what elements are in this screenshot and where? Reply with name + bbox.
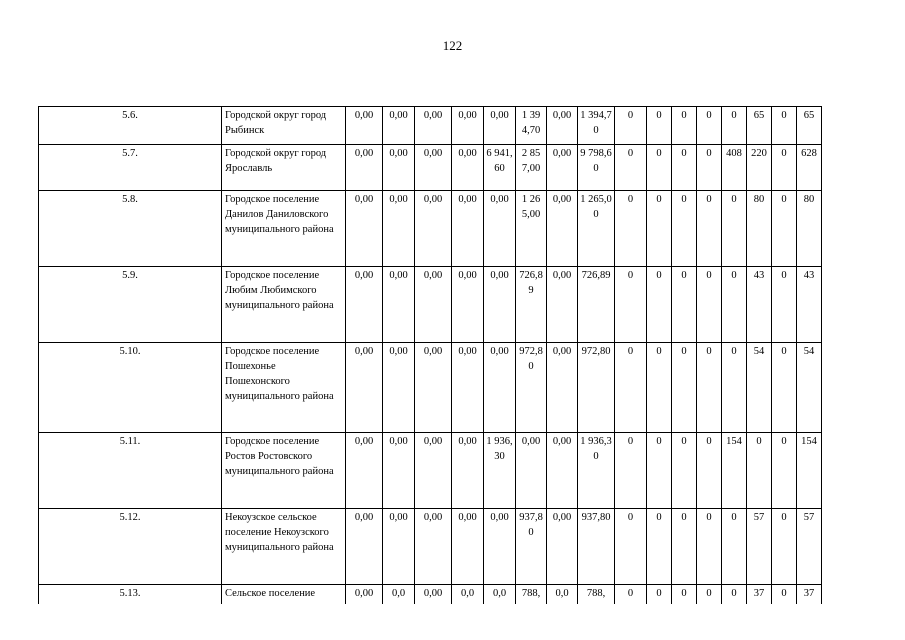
table-cell: 0,00 <box>415 585 452 605</box>
table-cell: 0 <box>615 107 647 145</box>
row-name: Сельское поселение <box>222 585 346 605</box>
table-cell: 0,00 <box>516 433 547 509</box>
table-cell: 788, <box>578 585 615 605</box>
table-cell: 54 <box>747 343 772 433</box>
table-cell: 0,00 <box>547 267 578 343</box>
table-cell: 0 <box>615 343 647 433</box>
table-cell: 6 941,60 <box>484 145 516 191</box>
table-cell: 0 <box>647 585 672 605</box>
table-cell: 9 798,60 <box>578 145 615 191</box>
table-cell: 1 394,70 <box>578 107 615 145</box>
table-cell: 972,80 <box>516 343 547 433</box>
table-body <box>39 107 822 605</box>
table-cell: 0 <box>615 191 647 267</box>
row-name: Городское поселение Ростов Ростовского муниципального района <box>222 433 346 509</box>
row-name: Городской округ город Ярославль <box>222 145 346 191</box>
table-cell: 0,00 <box>415 191 452 267</box>
table-cell: 0 <box>772 145 797 191</box>
table-cell: 0 <box>697 585 722 605</box>
table-cell: 0 <box>772 107 797 145</box>
table-cell: 0,00 <box>484 267 516 343</box>
table-cell: 0 <box>697 107 722 145</box>
table-cell: 0 <box>697 267 722 343</box>
table-row <box>39 433 822 509</box>
table-cell: 0 <box>647 267 672 343</box>
row-code: 5.11. <box>39 433 222 509</box>
table-cell: 0 <box>772 191 797 267</box>
row-code: 5.13. <box>39 585 222 605</box>
table-cell: 0,00 <box>415 509 452 585</box>
table-cell: 0,00 <box>484 509 516 585</box>
table-cell: 0 <box>647 433 672 509</box>
row-code: 5.9. <box>39 267 222 343</box>
table-cell: 0,00 <box>452 433 484 509</box>
table-cell: 0 <box>615 433 647 509</box>
table-cell: 0,0 <box>383 585 415 605</box>
table-cell: 0 <box>697 343 722 433</box>
table-cell: 0 <box>722 509 747 585</box>
table-cell: 0 <box>722 585 747 605</box>
table-row <box>39 145 822 191</box>
table-cell: 1 394,70 <box>516 107 547 145</box>
table-cell: 0 <box>672 107 697 145</box>
table-cell: 0,00 <box>547 191 578 267</box>
row-name: Городской округ город Рыбинск <box>222 107 346 145</box>
table-cell: 154 <box>722 433 747 509</box>
table-cell: 0,00 <box>383 509 415 585</box>
table-cell: 0,00 <box>452 107 484 145</box>
table-row <box>39 267 822 343</box>
table-cell: 0 <box>647 509 672 585</box>
table-cell: 408 <box>722 145 747 191</box>
table-cell: 0 <box>697 509 722 585</box>
table-cell: 57 <box>797 509 822 585</box>
table-cell: 0 <box>647 145 672 191</box>
table-cell: 1 265,00 <box>516 191 547 267</box>
table-cell: 0,00 <box>547 145 578 191</box>
table-cell: 1 936,30 <box>484 433 516 509</box>
table-cell: 0,00 <box>452 267 484 343</box>
table-cell: 0 <box>697 433 722 509</box>
table-cell: 0 <box>672 267 697 343</box>
row-code: 5.7. <box>39 145 222 191</box>
table-row <box>39 585 822 605</box>
table-cell: 0,00 <box>452 191 484 267</box>
table-cell: 0,0 <box>452 585 484 605</box>
table-cell: 65 <box>797 107 822 145</box>
table-cell: 937,80 <box>516 509 547 585</box>
table-cell: 0 <box>697 145 722 191</box>
table-cell: 0 <box>772 267 797 343</box>
table-cell: 0 <box>722 107 747 145</box>
row-code: 5.6. <box>39 107 222 145</box>
table-cell: 0,00 <box>484 191 516 267</box>
table-cell: 0 <box>647 343 672 433</box>
table-cell: 0,00 <box>484 343 516 433</box>
row-code: 5.8. <box>39 191 222 267</box>
data-table <box>38 106 822 604</box>
table-cell: 0,00 <box>452 509 484 585</box>
table-cell: 0,00 <box>383 145 415 191</box>
table-cell: 220 <box>747 145 772 191</box>
page-number: 122 <box>442 38 463 53</box>
table-cell: 0,00 <box>415 343 452 433</box>
table-row <box>39 343 822 433</box>
table-cell: 0,00 <box>452 343 484 433</box>
table-cell: 0 <box>615 509 647 585</box>
table-cell: 0,00 <box>484 107 516 145</box>
row-name: Городское поселение Данилов Даниловского муниципального района <box>222 191 346 267</box>
table-cell: 0,00 <box>383 343 415 433</box>
table-cell: 2 857,00 <box>516 145 547 191</box>
table-cell: 0 <box>647 107 672 145</box>
table-cell: 0,00 <box>383 107 415 145</box>
table-cell: 0 <box>615 267 647 343</box>
table-cell: 0,00 <box>547 433 578 509</box>
table-cell: 80 <box>797 191 822 267</box>
row-name: Некоузское сельское поселение Некоузского муниципального района <box>222 509 346 585</box>
table-cell: 0 <box>672 585 697 605</box>
table-cell: 0,00 <box>346 267 383 343</box>
table-cell: 57 <box>747 509 772 585</box>
table-cell: 65 <box>747 107 772 145</box>
table-cell: 0,00 <box>346 145 383 191</box>
table-cell: 0 <box>772 433 797 509</box>
table-cell: 0,00 <box>415 433 452 509</box>
table-cell: 0 <box>747 433 772 509</box>
table-cell: 0,00 <box>383 433 415 509</box>
table-cell: 0 <box>722 267 747 343</box>
table-cell: 0 <box>672 433 697 509</box>
table-cell: 0 <box>672 509 697 585</box>
table-cell: 972,80 <box>578 343 615 433</box>
row-name: Городское поселение Любим Любимского муниципального района <box>222 267 346 343</box>
table-cell: 0,0 <box>484 585 516 605</box>
table-cell: 80 <box>747 191 772 267</box>
table-cell: 0 <box>672 145 697 191</box>
table-cell: 0 <box>772 509 797 585</box>
table-cell: 0 <box>672 191 697 267</box>
table-cell: 37 <box>797 585 822 605</box>
row-code: 5.12. <box>39 509 222 585</box>
table-cell: 0,00 <box>415 267 452 343</box>
table-cell: 628 <box>797 145 822 191</box>
table-cell: 0,0 <box>547 585 578 605</box>
table-cell: 0,00 <box>547 107 578 145</box>
table-cell: 43 <box>797 267 822 343</box>
table-cell: 0,00 <box>346 509 383 585</box>
table-cell: 54 <box>797 343 822 433</box>
table-cell: 0,00 <box>383 191 415 267</box>
table-container <box>38 106 822 604</box>
table-cell: 1 936,30 <box>578 433 615 509</box>
table-cell: 0 <box>615 585 647 605</box>
row-code: 5.10. <box>39 343 222 433</box>
table-cell: 37 <box>747 585 772 605</box>
table-cell: 0,00 <box>415 145 452 191</box>
table-cell: 0,00 <box>346 191 383 267</box>
row-name: Городское поселение Пошехонье Пошехонского муниципального района <box>222 343 346 433</box>
table-cell: 0 <box>615 145 647 191</box>
table-cell: 726,89 <box>516 267 547 343</box>
table-cell: 1 265,00 <box>578 191 615 267</box>
table-cell: 937,80 <box>578 509 615 585</box>
table-cell: 0,00 <box>452 145 484 191</box>
table-cell: 154 <box>797 433 822 509</box>
table-row <box>39 107 822 145</box>
table-cell: 0 <box>647 191 672 267</box>
table-row <box>39 509 822 585</box>
table-cell: 0 <box>722 343 747 433</box>
table-cell: 0,00 <box>346 343 383 433</box>
table-cell: 0,00 <box>346 585 383 605</box>
table-cell: 0,00 <box>346 107 383 145</box>
table-cell: 0 <box>672 343 697 433</box>
table-cell: 788, <box>516 585 547 605</box>
table-cell: 0 <box>772 585 797 605</box>
table-cell: 0,00 <box>346 433 383 509</box>
table-cell: 0,00 <box>547 509 578 585</box>
table-row <box>39 191 822 267</box>
table-cell: 0,00 <box>415 107 452 145</box>
table-cell: 43 <box>747 267 772 343</box>
table-cell: 0,00 <box>547 343 578 433</box>
table-cell: 726,89 <box>578 267 615 343</box>
table-cell: 0 <box>697 191 722 267</box>
table-cell: 0 <box>772 343 797 433</box>
table-cell: 0 <box>722 191 747 267</box>
table-cell: 0,00 <box>383 267 415 343</box>
